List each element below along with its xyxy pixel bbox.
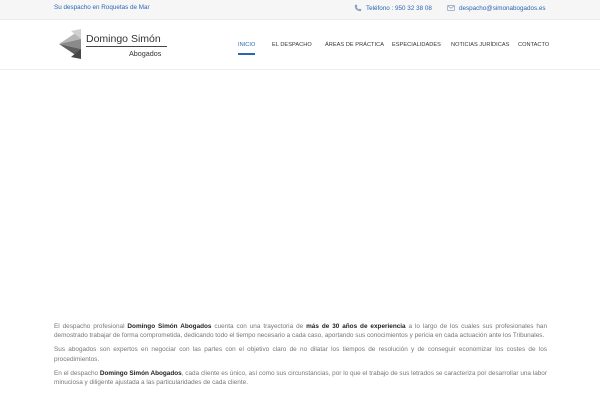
nav-active-indicator [238,53,255,55]
p3-firm-name: Domingo Simón Abogados [99,369,182,377]
site-header [0,20,600,70]
p1-experience: más de 30 años de experiencia [306,323,406,330]
top-bar [0,0,600,20]
nav-el-despacho[interactable]: EL DESPACHO [272,42,312,48]
p3-text-a: En el despacho [54,369,100,377]
nav-areas-de-practica[interactable]: ÁREAS DE PRÁCTICA [325,42,384,48]
email-text: despacho@simonabogados.es [459,4,546,12]
intro-content [54,322,547,392]
intro-paragraph-3 [54,369,547,387]
email-link[interactable] [447,4,546,12]
p1-firm-name: Domingo Simón Abogados [127,323,212,330]
hero-slider-area [0,71,600,313]
logo-subtitle: Abogados [129,49,162,58]
phone-link[interactable] [354,4,432,12]
envelope-icon [447,4,455,12]
phone-icon [354,4,362,12]
p1-text-c: cuenta con una trayectoria de [211,323,307,330]
p1-text-a: El despacho profesional [54,323,128,330]
intro-paragraph-2: Sus abogados son expertos en negociar con las partes con el objetivo claro de no dilatar los tiempos de resolución y de conseguir economizar los costes de los procedimientos. [54,346,547,363]
p1-text-e: a lo largo de los cuales sus profesionales han demostrado trabajar de forma comprometida, dedicando todo el tiempo necesario a cada caso, aportando sus conocimientos y pericia en cada actuación ante los Tribunales. [54,323,547,340]
p3-text-c: , cada cliente es único, así como sus circunstancias, por lo que el trabajo de sus letrados se caracteriza por desarrollar una labor minuciosa y diligente ajustada a las particularidades de cada cliente. [54,369,547,387]
nav-contacto[interactable]: CONTACTO [518,42,550,48]
main-nav [0,42,600,54]
logo-name: Domingo Simón [86,33,161,45]
nav-especialidades[interactable]: ESPECIALIDADES [392,42,441,48]
nav-inicio[interactable]: INICIO [238,42,256,48]
tagline: Su despacho en Roquetas de Mar [54,4,150,11]
phone-text: Teléfono : 950 32 38 08 [366,4,432,12]
intro-paragraph-1 [54,322,547,340]
nav-noticias-juridicas[interactable]: NOTICIAS JURÍDICAS [451,42,510,48]
